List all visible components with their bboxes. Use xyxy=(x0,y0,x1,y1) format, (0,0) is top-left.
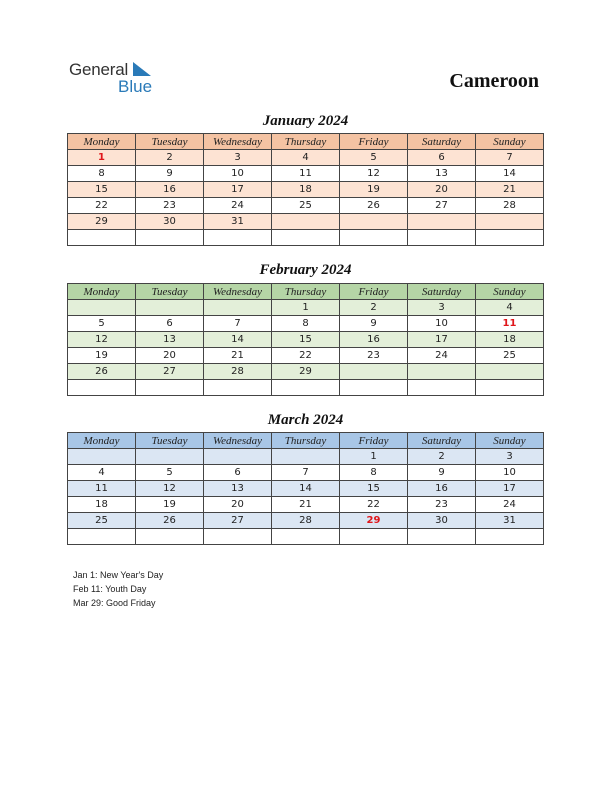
weekday-header: Saturday xyxy=(408,433,476,449)
day-cell: 1 xyxy=(68,150,136,166)
day-cell: 28 xyxy=(272,513,340,529)
day-cell: 21 xyxy=(476,182,544,198)
day-cell: 2 xyxy=(340,300,408,316)
calendar-march xyxy=(67,432,544,545)
day-cell xyxy=(476,364,544,380)
day-cell: 21 xyxy=(272,497,340,513)
day-cell xyxy=(68,300,136,316)
day-cell xyxy=(68,529,136,545)
generalblue-logo xyxy=(69,60,169,96)
day-cell: 22 xyxy=(340,497,408,513)
logo-triangle-icon xyxy=(133,62,153,78)
day-cell: 20 xyxy=(204,497,272,513)
day-cell: 15 xyxy=(68,182,136,198)
day-cell xyxy=(136,529,204,545)
day-cell xyxy=(476,214,544,230)
day-cell: 24 xyxy=(408,348,476,364)
weekday-header: Friday xyxy=(340,433,408,449)
day-cell: 24 xyxy=(476,497,544,513)
weekday-header: Friday xyxy=(340,134,408,150)
day-cell xyxy=(68,230,136,246)
day-cell xyxy=(204,230,272,246)
calendar-february xyxy=(67,283,544,396)
day-cell xyxy=(476,529,544,545)
day-cell: 27 xyxy=(408,198,476,214)
weekday-header: Monday xyxy=(68,284,136,300)
day-cell: 25 xyxy=(272,198,340,214)
day-cell xyxy=(272,214,340,230)
logo-text-general: General xyxy=(69,60,129,79)
day-cell xyxy=(408,380,476,396)
day-cell: 10 xyxy=(476,465,544,481)
weekday-header: Sunday xyxy=(476,284,544,300)
day-cell xyxy=(204,449,272,465)
day-cell: 31 xyxy=(204,214,272,230)
day-cell: 3 xyxy=(408,300,476,316)
day-cell: 18 xyxy=(272,182,340,198)
day-cell: 22 xyxy=(68,198,136,214)
day-cell xyxy=(272,449,340,465)
week-row xyxy=(68,316,544,332)
week-row xyxy=(68,150,544,166)
month-title-january: January 2024 xyxy=(262,113,349,129)
day-cell: 26 xyxy=(68,364,136,380)
holiday-item: Mar 29: Good Friday xyxy=(73,598,156,608)
day-cell: 10 xyxy=(204,166,272,182)
day-cell xyxy=(272,380,340,396)
month-title-march: March 2024 xyxy=(267,412,344,428)
week-row xyxy=(68,513,544,529)
week-row xyxy=(68,364,544,380)
day-cell: 23 xyxy=(408,497,476,513)
day-cell: 22 xyxy=(272,348,340,364)
day-cell: 5 xyxy=(136,465,204,481)
day-cell: 7 xyxy=(272,465,340,481)
day-cell xyxy=(272,230,340,246)
day-cell: 12 xyxy=(136,481,204,497)
day-cell: 16 xyxy=(136,182,204,198)
day-cell: 23 xyxy=(340,348,408,364)
day-cell: 9 xyxy=(408,465,476,481)
day-cell: 19 xyxy=(340,182,408,198)
day-cell: 8 xyxy=(340,465,408,481)
day-cell xyxy=(68,449,136,465)
day-cell: 14 xyxy=(476,166,544,182)
day-cell: 14 xyxy=(272,481,340,497)
weekday-header: Tuesday xyxy=(136,284,204,300)
day-cell: 12 xyxy=(68,332,136,348)
week-row xyxy=(68,300,544,316)
day-cell xyxy=(204,380,272,396)
day-cell: 8 xyxy=(68,166,136,182)
day-cell: 15 xyxy=(272,332,340,348)
day-cell: 3 xyxy=(476,449,544,465)
day-cell: 30 xyxy=(408,513,476,529)
day-cell xyxy=(340,364,408,380)
day-cell xyxy=(408,214,476,230)
day-cell: 6 xyxy=(204,465,272,481)
day-cell: 12 xyxy=(340,166,408,182)
day-cell: 20 xyxy=(408,182,476,198)
day-cell: 3 xyxy=(204,150,272,166)
weekday-header: Saturday xyxy=(408,284,476,300)
day-cell: 21 xyxy=(204,348,272,364)
month-title-february: February 2024 xyxy=(259,262,352,278)
country-title: Cameroon xyxy=(449,70,539,92)
day-cell: 10 xyxy=(408,316,476,332)
week-row xyxy=(68,481,544,497)
day-cell xyxy=(136,300,204,316)
day-cell xyxy=(340,214,408,230)
day-cell: 16 xyxy=(408,481,476,497)
day-cell: 13 xyxy=(204,481,272,497)
day-cell xyxy=(136,449,204,465)
day-cell: 17 xyxy=(204,182,272,198)
day-cell: 2 xyxy=(408,449,476,465)
day-cell: 19 xyxy=(136,497,204,513)
day-cell: 11 xyxy=(68,481,136,497)
day-cell: 14 xyxy=(204,332,272,348)
day-cell: 17 xyxy=(408,332,476,348)
week-row xyxy=(68,230,544,246)
weekday-header: Friday xyxy=(340,284,408,300)
weekday-header: Thursday xyxy=(272,284,340,300)
day-cell xyxy=(476,230,544,246)
day-cell: 4 xyxy=(272,150,340,166)
day-cell xyxy=(340,230,408,246)
day-cell xyxy=(204,529,272,545)
day-cell: 18 xyxy=(68,497,136,513)
weekday-header: Sunday xyxy=(476,134,544,150)
week-row xyxy=(68,332,544,348)
day-cell: 6 xyxy=(408,150,476,166)
day-cell: 5 xyxy=(340,150,408,166)
day-cell: 26 xyxy=(136,513,204,529)
day-cell: 25 xyxy=(68,513,136,529)
day-cell: 20 xyxy=(136,348,204,364)
day-cell: 4 xyxy=(68,465,136,481)
weekday-header: Sunday xyxy=(476,433,544,449)
day-cell: 6 xyxy=(136,316,204,332)
day-cell xyxy=(408,364,476,380)
weekday-header: Tuesday xyxy=(136,433,204,449)
week-row xyxy=(68,182,544,198)
day-cell: 7 xyxy=(204,316,272,332)
day-cell xyxy=(340,529,408,545)
day-cell: 15 xyxy=(340,481,408,497)
day-cell: 18 xyxy=(476,332,544,348)
weekday-header: Wednesday xyxy=(204,134,272,150)
day-cell xyxy=(340,380,408,396)
day-cell: 5 xyxy=(68,316,136,332)
weekday-header: Thursday xyxy=(272,433,340,449)
day-cell: 23 xyxy=(136,198,204,214)
day-cell: 26 xyxy=(340,198,408,214)
day-cell: 30 xyxy=(136,214,204,230)
weekday-header: Wednesday xyxy=(204,433,272,449)
day-cell: 16 xyxy=(340,332,408,348)
day-cell: 1 xyxy=(272,300,340,316)
day-cell: 2 xyxy=(136,150,204,166)
week-row xyxy=(68,449,544,465)
day-cell: 29 xyxy=(340,513,408,529)
day-cell: 13 xyxy=(408,166,476,182)
weekday-header: Wednesday xyxy=(204,284,272,300)
day-cell xyxy=(136,230,204,246)
weekday-header: Monday xyxy=(68,433,136,449)
day-cell: 25 xyxy=(476,348,544,364)
day-cell xyxy=(408,230,476,246)
day-cell xyxy=(408,529,476,545)
day-cell: 28 xyxy=(476,198,544,214)
day-cell xyxy=(272,529,340,545)
day-cell: 11 xyxy=(272,166,340,182)
day-cell: 24 xyxy=(204,198,272,214)
day-cell: 8 xyxy=(272,316,340,332)
day-cell: 1 xyxy=(340,449,408,465)
day-cell: 4 xyxy=(476,300,544,316)
weekday-header-row xyxy=(68,433,544,449)
day-cell: 29 xyxy=(68,214,136,230)
week-row xyxy=(68,214,544,230)
weekday-header: Thursday xyxy=(272,134,340,150)
holiday-list xyxy=(73,568,163,610)
weekday-header: Tuesday xyxy=(136,134,204,150)
day-cell: 17 xyxy=(476,481,544,497)
weekday-header-row xyxy=(68,134,544,150)
week-row xyxy=(68,348,544,364)
day-cell: 13 xyxy=(136,332,204,348)
holiday-item: Feb 11: Youth Day xyxy=(73,584,147,594)
week-row xyxy=(68,529,544,545)
day-cell xyxy=(68,380,136,396)
weekday-header: Monday xyxy=(68,134,136,150)
week-row xyxy=(68,380,544,396)
day-cell: 7 xyxy=(476,150,544,166)
holiday-item: Jan 1: New Year's Day xyxy=(73,570,164,580)
day-cell xyxy=(204,300,272,316)
week-row xyxy=(68,465,544,481)
week-row xyxy=(68,166,544,182)
weekday-header-row xyxy=(68,284,544,300)
day-cell: 19 xyxy=(68,348,136,364)
week-row xyxy=(68,198,544,214)
calendar-january xyxy=(67,133,544,246)
day-cell xyxy=(476,380,544,396)
day-cell xyxy=(136,380,204,396)
day-cell: 11 xyxy=(476,316,544,332)
day-cell: 28 xyxy=(204,364,272,380)
day-cell: 9 xyxy=(340,316,408,332)
day-cell: 27 xyxy=(204,513,272,529)
day-cell: 29 xyxy=(272,364,340,380)
day-cell: 9 xyxy=(136,166,204,182)
weekday-header: Saturday xyxy=(408,134,476,150)
day-cell: 31 xyxy=(476,513,544,529)
week-row xyxy=(68,497,544,513)
logo-text-blue: Blue xyxy=(118,77,153,96)
day-cell: 27 xyxy=(136,364,204,380)
